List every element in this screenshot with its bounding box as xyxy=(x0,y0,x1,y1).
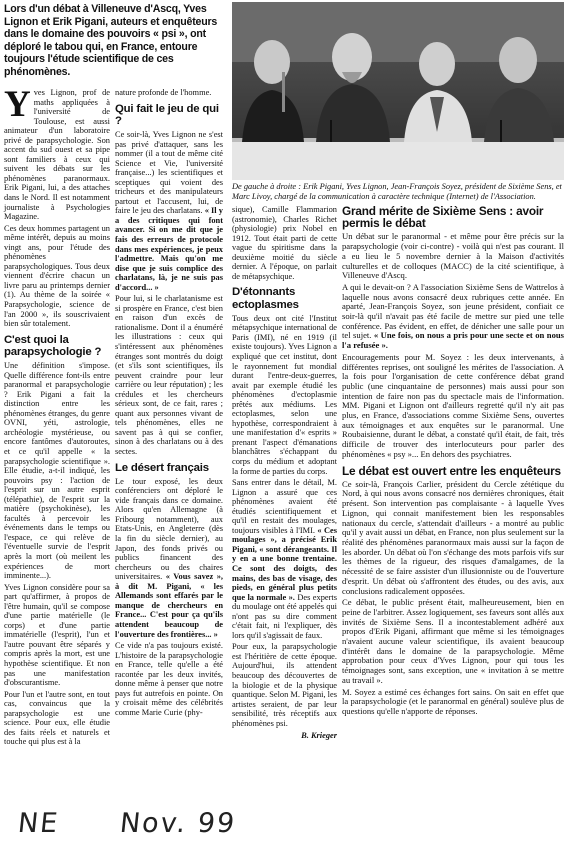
paragraph: Ce vide n'a pas toujours existé. L'histoire de la parapsychologie en France, telle qu'elle a été racontée par les deux invités, donne même à penser que notre pays fut autrefois en pointe. On y croisait même des célébrités comme Marie Curie (phy- xyxy=(115,641,223,717)
paragraph: Encouragements pour M. Soyez : les deux intervenants, à différentes reprises, ont souligné les mérites de l'association. A la fois pour l'organisation de cette conférence débat grand public (une cinquantaine de personnes) mais aussi pour son intention de faire non pas du spectacle mais de l'information. MM. Pigani et Lignon ont d'ailleurs regretté qu'il n'y ait pas plus, en France, d'associations comme Sixième Sens, ouvertes aux témoignages et aux enquêtes sur le paranormal. Une Roubaisienne, durant le débat, a constaté qu'il était, de fait, très difficile de trouver des interlocuteurs pour parler des phénomènes « psy »... En dehors des psychiatres. xyxy=(342,351,564,459)
paragraph: Pour l'un et l'autre sont, en tout cas, convaincus que la parapsychologie est une science. Pour eux, elle étudie des faits réels et naturels et touche qui plus est à la xyxy=(4,689,110,747)
paragraph: Yves Lignon considère pour sa part qu'affirmer, à propos de l'être humain, qu'il se compose d'une partie matérielle (le corps) et d'une partie immatérielle (l'esprit), l'un et l'autre pouvant être séparés y compris après la mort, est une hypothèse scientifique. Et non pas une manifestation d'obscurantisme. xyxy=(4,582,110,688)
paragraph: Ce débat, le public présent était, malheureusement, bien en peine de l'arbitrer. Assez logiquement, ses faveurs sont allés aux invités de Sixième Sens. Il a incontestablement adhéré aux propos d'Erik Pigani, affirmant que même si les témoignages n'avaient aucune valeur scientifique, ils avaient beaucoup d'intérêt dans le domaine de la parapsychologie. Même approbation pour ceux d'Yves Lignon, pour qui tous les témoignages sont, sans exception, une « invitation à se mettre au travail ». xyxy=(342,597,564,685)
quote: « Il y a des critiques qui font avancer. Si on me dit que je fais des erreurs de protocole dans mes expériences, je peux l'admettre. Mais qu'on me dise que je suis complice des charlatans, là, je ne suis pas d'accord... » xyxy=(115,206,223,292)
subheading: Qui fait le jeu de qui ? xyxy=(115,102,219,127)
paragraph: Ces deux hommes partagent un même intérêt, depuis au moins vingt ans, pour l'étude des phénomènes parapsychologiques. Tous deux viennent d'écrire chacun un livre paru au printemps dernier (1). Au thème de la soirée « Parapsychologie, science de l'an 2000 », ils souscrivaient bien sûr totalement. xyxy=(4,223,110,329)
subheading: Le débat est ouvert entre les enquêteurs xyxy=(342,463,561,478)
column-4-sidebar xyxy=(342,205,564,719)
quote: « Une fois, on nous a pris pour une secte et on nous l'a refusée ». xyxy=(342,330,564,351)
column-3 xyxy=(232,205,337,741)
subheading: Le désert français xyxy=(115,461,209,474)
drop-cap: Y xyxy=(4,84,31,125)
intro-lede: Lors d'un débat à Villeneuve d'Ascq, Yves Lignon et Erik Pigani, auteurs et enquêteurs dans le domaine des pouvoirs « psi », ont déploré le tabou qui, en France, entoure toujours l'étude scientifique de ces phénomènes. xyxy=(4,3,218,78)
paragraph: ves Lignon, prof de maths appliquées à l'université de Toulouse, est aussi animateur d'un laboratoire privé de parapsychologie. Son accent du sud ouest et sa pipe sont familiers à ceux qui suivent les débats sur les phénomènes paranormaux. Erik Pigani, lui, a des attaches dans le Nord. Il est notamment journaliste à Psychologies Magazine. xyxy=(4,88,110,222)
subheading: C'est quoi la parapsychologie ? xyxy=(4,333,102,358)
handwritten-note-date: Nov. 99 xyxy=(118,808,238,839)
photo-image xyxy=(232,2,564,180)
quote: « Ces moulages », a précisé Erik Pigani, « sont dérangeants. Il y en a une bonne trentaine. Ce sont des doigts, des mains, des bas de visage, des pieds, en général plus petits que la normale ». xyxy=(232,525,337,602)
paragraph: Pour eux, la parapsychologie est l'héritière de cette époque. Aujourd'hui, ils attendent beaucoup des découvertes de la biologie et de la physique quantique. Selon M. Pigani, les artistes seraient, de par leur sensibilité, très réceptifs aux phénomènes psi. xyxy=(232,642,337,728)
paragraph: Pour lui, si le charlatanisme est si prospère en France, c'est bien en raison d'un excès de rationalisme. Dont il a énuméré les illustrations : ceux qui s'intéressent aux phénomènes étranges sont montrés du doigt (et s'ils sont scientifiques, ils peuvent craindre pour leur carrière ou leur réputation) ; les crédules et les chercheurs sérieux sont, de ce fait, rares ; quant aux personnes vivant de tels phénomènes, elles ne savent pas à qui se confier, sinon à des charlatans ou à des sectes. xyxy=(115,294,223,456)
photo-caption: De gauche à droite : Erik Pigani, Yves Lignon, Jean-François Soyez, président de Sixième Sens, et Marc Livoy, chargé de la communication à caractère technique (Internet) de l'Association. xyxy=(232,182,562,201)
column-1 xyxy=(4,84,110,749)
quote: « Vous savez », à dit M. Pigani, « les Allemands sont effarés par le manque de chercheurs en France... C'est pour ça qu'ils attendent beaucoup de l'ouverture des frontières... » xyxy=(115,572,223,639)
paragraph: Une définition s'impose. Quelle différence font-ils entre paranormal et parapsychologie ? Erik Pigani a fait la distinction entre les phénomènes étranges, du genre OVNI, yéti, astrologie, archéologie mystérieuse, ou encore fantômes d'autoroutes, et ce qu'il appelle « la parapsychologie scientifique ». Elle étudie, a-t-il indiqué, les pouvoirs psy : l'action de l'esprit sur un autre esprit (télépathie), de l'esprit sur la matière (psychokinèse), les facultés à percevoir les événements dans le temps ou l'espace, ce qui relève de l'éventuelle survie de l'esprit après la mort (où meilent les expériences de mort imminente...). xyxy=(4,361,110,581)
panel-photo xyxy=(232,2,564,180)
paragraph: A qui le devait-on ? A l'association Sixième Sens de Wattrelos à laquelle nous avons consacré deux rubriques cette année. En aparté, Jean-François Soyez, son jeune président, confiait ce soir-là qu'il n'avait pas été facile de mettre sur pied une telle conférence. Pas évident, en effet, de dénicher une salle pour un tel sujet. xyxy=(342,281,564,341)
paragraph: Un débat sur le paranormal - et même pour être précis sur la parapsychologie (voir ci-contre) - voilà qui n'est pas courant. Il a eu lieu le 5 novembre dernier à la Maison d'activités culturelles et de colloques (MACC) de la cité scientifique, à Villeneuve d'Ascq. xyxy=(342,231,564,281)
column-2 xyxy=(115,88,223,719)
handwritten-note-source: NE xyxy=(16,808,61,839)
paragraph: Ce soir-là, François Carlier, président du Cercle zététique du Nord, à qui nous avons consacré nos dernières chroniques, était présent. Son intervention pas complaisante - à laquelle Yves Lignon, qui connait manifestement bien les responsables nationaux du cercle, s'attendait d'ailleurs - a montré au public qu'il y avait aussi un débat, en France, non plus seulement sur la réalité des phénomènes paranormaux mais aussi sur la façon de les aborder. Un débat où l'on s'échange des mots parfois vifs sur les thèmes de la rigueur, des risques d'amalgames, de la nécessité de se faire assister d'un illusionniste ou de l'ouverture d'esprit. Un débat où s'affrontent des études, ou des avis, aux conclusions radicalement opposées. xyxy=(342,478,564,596)
paragraph: nature profonde de l'homme. xyxy=(115,88,212,97)
paragraph: sique), Camille Flammarion (astronomie), Charles Richet (physiologie) prix Nobel en 1912. Tout était parti de cette vague du spiritisme dans la deuxième moitié du siècle dernier. A l'époque, on parlait de métapsychique. xyxy=(232,205,337,281)
subheading: Grand mérite de Sixième Sens : avoir permis le débat xyxy=(342,204,544,231)
paragraph: Tous deux ont cité l'Institut métapsychique international de Paris (IMI), né en 1919 (il existe toujours). Yves Lignon a expliqué que cet institut, dont le rayonnement fut mondial durant l'entre-deux-guerres, avait par exemple étudié les phénomènes d'ectoplasmie prêtés aux médiums. Les ectoplasmes, selon une hypothèse, correspondraient à une manifestation d'« esprits » prenant l'aspect d'émanations blanchâtres s'échappant du corps du médium et adoptant la forme de parties du corps. xyxy=(232,313,337,476)
paragraph: M. Soyez a estimé ces échanges fort sains. On sait en effet que la parapsychologie (et le paranormal en général) soulève plus de questions qu'elle n'apporte de réponses. xyxy=(342,686,564,716)
paragraph: Des experts du moulage ont été appelés qui n'ont pas su dire comment c'était fait, ni l'expliquer, dès lors qu'il s'agissait de faux. xyxy=(232,592,337,640)
paragraph: Le tour exposé, les deux conférenciers ont déploré le vide français dans ce domaine. Alors qu'en Allemagne (à Fribourg notamment), aux Etats-Unis, en Angleterre (dès la fin du siècle dernier), au Japon, des fonds privés ou publics financent des chercheurs ou des chaires universitaires. xyxy=(115,476,223,582)
paragraph: Sans entrer dans le détail, M. Lignon a assuré que ces phénomènes avaient été étudiés scientifiquement et qu'il en restait des moulages, toujours visibles à l'IMI. xyxy=(232,478,337,535)
subheading: D'étonnants ectoplasmes xyxy=(232,286,299,311)
byline: B. Krieger xyxy=(301,731,337,741)
paragraph: Ce soir-là, Yves Lignon ne s'est pas privé d'attaquer, sans les nommer (il a tout de même cité Science et Vie, l'université française...) les scientifiques et sceptiques qui voient des tricheurs et des manipulateurs partout et l'accusent, lui, de faire le jeu des charlatans. xyxy=(115,129,223,216)
